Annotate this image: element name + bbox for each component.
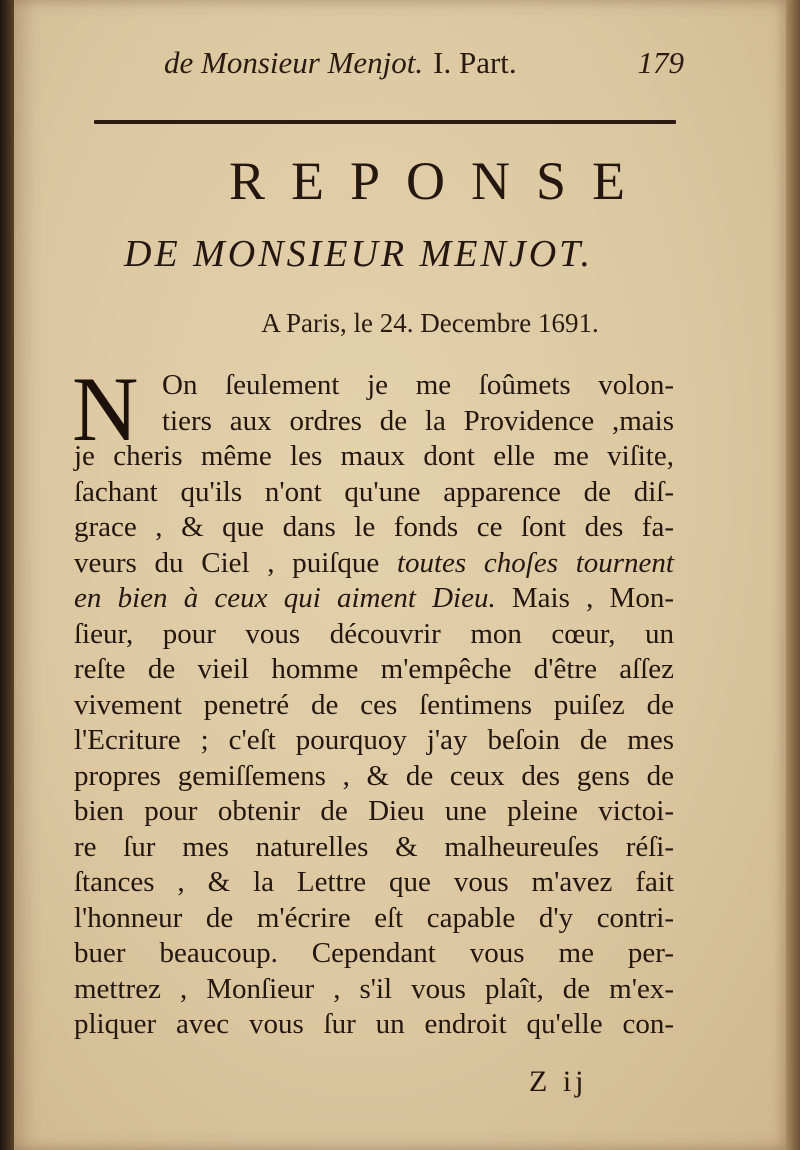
body-line: buer beaucoup. Cependant vous me per- [74, 937, 674, 969]
page-title: REPONSE [228, 151, 652, 211]
header-rule [94, 120, 676, 124]
body-line: propres gemiſſemens , & de ceux des gens de [74, 759, 674, 792]
body-line: bien pour obtenir de Dieu une pleine victoi- [74, 795, 674, 827]
body-line: tiers aux ordres de la Providence ,mais [162, 404, 674, 437]
body-line: je cheris même les maux dont elle me viſite, [74, 440, 674, 472]
page-edge [786, 0, 800, 1150]
body-line: ſachant qu'ils n'ont qu'une apparence de diſ- [74, 475, 674, 508]
body-line-tail: Mais , Mon- [495, 582, 674, 614]
italic-quote: toutes choſes tournent [396, 546, 674, 579]
dateline: A Paris, le 24. Decembre 1691. [261, 308, 599, 338]
running-header [154, 40, 694, 90]
body-line: pliquer avec vous ſur un endroit qu'elle con- [74, 1008, 674, 1040]
body-line: On ſeulement je me ſoûmets volon- [162, 369, 674, 401]
body-line: re ſur mes naturelles & malheureuſes réſi- [74, 830, 674, 863]
body-line [74, 581, 674, 617]
body-line: ſieur, pour vous découvrir mon cœur, un [74, 617, 674, 650]
body-line: grace , & que dans le fonds ce ſont des fa- [74, 511, 674, 543]
body-line: l'honneur de m'écrire eſt capable d'y contri- [74, 901, 674, 934]
body-line-text: veurs du Ciel , puiſque [74, 546, 380, 579]
page-subtitle: DE MONSIEUR MENJOT. [124, 233, 593, 275]
body-line: l'Ecriture ; c'eſt pourquoy j'ay beſoin de mes [74, 724, 674, 756]
body-text [72, 358, 674, 1043]
catchword: Z ij [529, 1065, 588, 1098]
body-line [74, 546, 674, 582]
body-line: ſtances , & la Lettre que vous m'avez fait [74, 866, 674, 898]
book-page [14, 0, 786, 1150]
running-title [164, 45, 517, 81]
italic-quote-end: en bien à ceux qui aiment Dieu. [74, 582, 496, 614]
body-line: mettrez , Monſieur , s'il vous plaît, de m'ex- [74, 972, 674, 1005]
book-spine-shadow [0, 0, 14, 1150]
body-line: reſte de vieil homme m'empêche d'être aſſez [74, 653, 674, 685]
part-label: I. Part. [433, 45, 517, 80]
page-number: 179 [637, 45, 684, 80]
running-title-text: de Monsieur Menjot. [164, 45, 424, 80]
drop-cap: N [72, 358, 139, 460]
body-line: vivement penetré de ces ſentimens puiſez de [74, 688, 674, 721]
